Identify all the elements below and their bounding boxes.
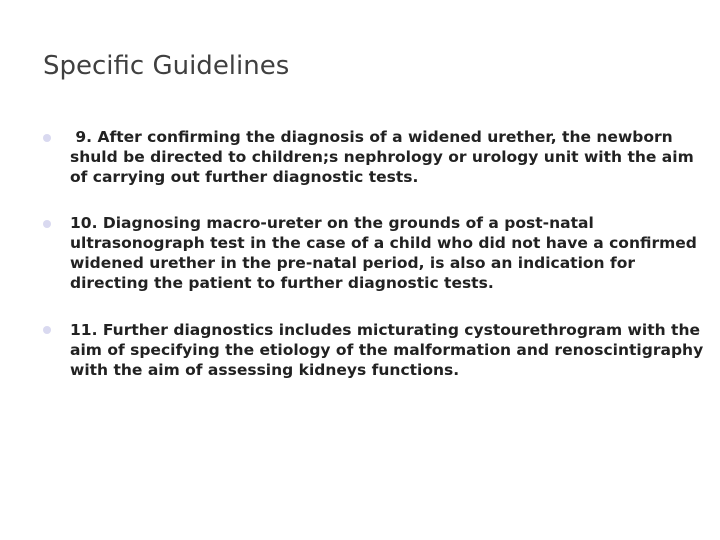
- bullet-line: shuld be directed to children;s nephrology or urology unit with the aim: [70, 148, 694, 166]
- bullet-line: 11. Further diagnostics includes micturating cystourethrogram with the: [70, 321, 700, 339]
- bullet-line: 10. Diagnosing macro-ureter on the grounds of a post-natal: [70, 214, 594, 232]
- bullet-text-10: [70, 213, 697, 293]
- bullet-line: directing the patient to further diagnostic tests.: [70, 274, 494, 292]
- bullet-line: with the aim of assessing kidneys functions.: [70, 361, 460, 379]
- bullet-dot-icon: [43, 220, 51, 228]
- bullet-line: ultrasonograph test in the case of a child who did not have a confirmed: [70, 234, 697, 252]
- bullet-line: of carrying out further diagnostic tests.: [70, 168, 419, 186]
- bullet-dot-icon: [43, 326, 51, 334]
- bullet-line: 9. After confirming the diagnosis of a widened urether, the newborn: [70, 128, 673, 146]
- bullet-line: widened urether in the pre-natal period, is also an indication for: [70, 254, 636, 272]
- bullet-dot-icon: [43, 134, 51, 142]
- bullet-text-9: [70, 127, 694, 187]
- slide-title: Specific Guidelines: [43, 51, 290, 81]
- bullet-text-11: [70, 320, 704, 380]
- bullet-line: aim of specifying the etiology of the malformation and renoscintigraphy: [70, 341, 704, 359]
